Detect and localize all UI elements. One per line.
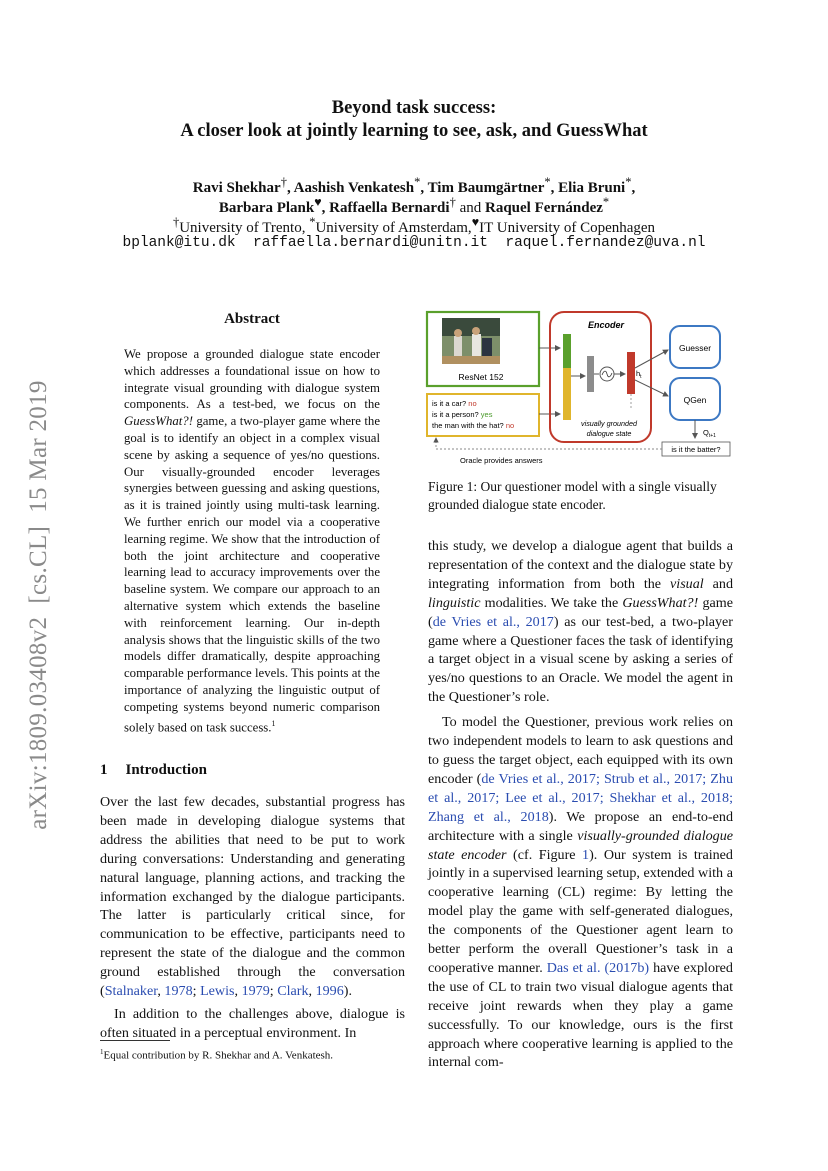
svg-text:visually grounded: visually grounded [581, 419, 637, 428]
svg-text:is it a car? no: is it a car? no [432, 399, 477, 408]
svg-text:Qt+1: $Q_{t+1}$ [703, 428, 716, 439]
figure-1-diagram [424, 308, 738, 468]
intro-body-right [428, 537, 733, 1072]
svg-text:QGen: QGen [683, 395, 707, 405]
arxiv-sidebar [14, 345, 64, 865]
svg-text:is it the batter?: is it the batter? [671, 445, 721, 454]
author-emails: bplank@itu.dk raffaella.bernardi@unitn.it raquel.fernandez@uva.nl [122, 235, 706, 251]
authors-line-1: Ravi Shekhar†, Aashish Venkatesh*, Tim Baumgärtner*, Elia Bruni*, [192, 175, 636, 196]
svg-text:ht: $h_t$ [636, 369, 642, 380]
resnet-label: ResNet 152 [458, 372, 504, 382]
intro-body-left [100, 793, 405, 1043]
section-heading-introduction: 1 Introduction [100, 762, 207, 778]
right-paragraph-2: To model the Questioner, previous work relies on two independent models to learn to ask questions and to guess the target object, each equipped with its own encoder (de Vries et al., 2017; Strub et al., 2017; Zhu et al., 2017; Lee et al., 2017; Shekhar et al., 2018; Zhang et al., 2018). We propose an end-to-end architecture with a single visually-grounded dialogue state encoder (cf. Figure 1). Our system is trained jointly in a supervised learning setup, extended with a cooperative learning (CL) regime: By letting the model play the game with self-generated dialogues, the components of the Questioner agent learn to better perform the overall Questioner’s task in a cooperative manner. Das et al. (2017b) have explored the use of CL to train two visual dialogue agents that receive joint rewards when they play a game successfully. To our knowledge, ours is the first approach where cooperative learning is applied to the internal com- [428, 714, 734, 1071]
footnote: $^1$Equal contribution by R. Shekhar and A. Venkatesh. [100, 1048, 334, 1062]
svg-text:Guesser: Guesser [678, 343, 712, 353]
authors-line-2: Barbara Plank♥, Raffaella Bernardi† and Raquel Fernández* [218, 195, 610, 216]
intro-paragraph-1: Over the last few decades, substantial progress has been made in developing dialogue systems that address the abilities that need to be put to work during conversations: Understanding and generating natural language, planning actions, and tracking the information exchanged by the dialogue participants. The latter is particularly critical since, for communication to be effective, participants need to represent the state of the dialogue and the common ground established through the conversation (Stalnaker, 1978; Lewis, 1979; Clark, 1996). [100, 794, 405, 1000]
encoder-label: Encoder [587, 320, 625, 330]
abstract-heading: Abstract [224, 311, 280, 327]
affiliations: †University of Trento, *University of Amsterdam,♥IT University of Copenhagen [172, 215, 656, 236]
svg-text:is it a person? yes: is it a person? yes [432, 410, 493, 419]
paper-title-line-2: A closer look at jointly learning to see, ask, and GuessWhat [180, 121, 648, 141]
figure-1-caption: Figure 1: Our questioner model with a single visually grounded dialogue state encoder. [428, 479, 717, 512]
svg-text:dialogue state: dialogue state [586, 429, 632, 438]
svg-text:the man with the hat? no: the man with the hat? no [432, 421, 515, 430]
paper-title-line-1: Beyond task success: [331, 98, 497, 118]
footnote-rule [100, 1040, 170, 1041]
right-paragraph-1: this study, we develop a dialogue agent that builds a representation of the context and the dialogue state by integrating information from both the visual and linguistic modalities. We take the GuessWhat?! game (de Vries et al., 2017) as our test-bed, a two-player game where a Questioner faces the task of identifying a target object in a visual scene by asking a series of yes/no questions to an Oracle. We model the agent in the Questioner’s role. [428, 538, 734, 706]
intro-paragraph-2: In addition to the challenges above, dialogue is often situated in a perceptual environment. In [100, 1005, 405, 1041]
oracle-label: Oracle provides answers [460, 456, 543, 465]
abstract-text: We propose a grounded dialogue state encoder which addresses a foundational issue on how to integrate visual grounding with dialogue system components. As a test-bed, we focus on the GuessWhat?! game, a two-player game where the goal is to identify an object in a complex visual scene by asking a sequence of yes/no questions. Our visually-grounded encoder leverages synergies between guessing and asking questions, as it is trained jointly using multi-task learning. We further enrich our model via a cooperative learning regime. We show that the introduction of both the joint architecture and cooperative learning lead to accuracy improvements over the baseline system. We compare our approach to an alternative system which extends the baseline with reinforcement learning. Our in-depth analysis shows that the linguistic skills of the two models differ dramatically, despite approaching comparable performance levels. This points at the importance of analyzing the linguistic output of competing systems beyond numeric comparison solely based on task success.$^1$ [124, 347, 380, 734]
arxiv-identifier: arXiv:1809.03408v2 [cs.CL] 15 Mar 2019 [25, 380, 52, 830]
